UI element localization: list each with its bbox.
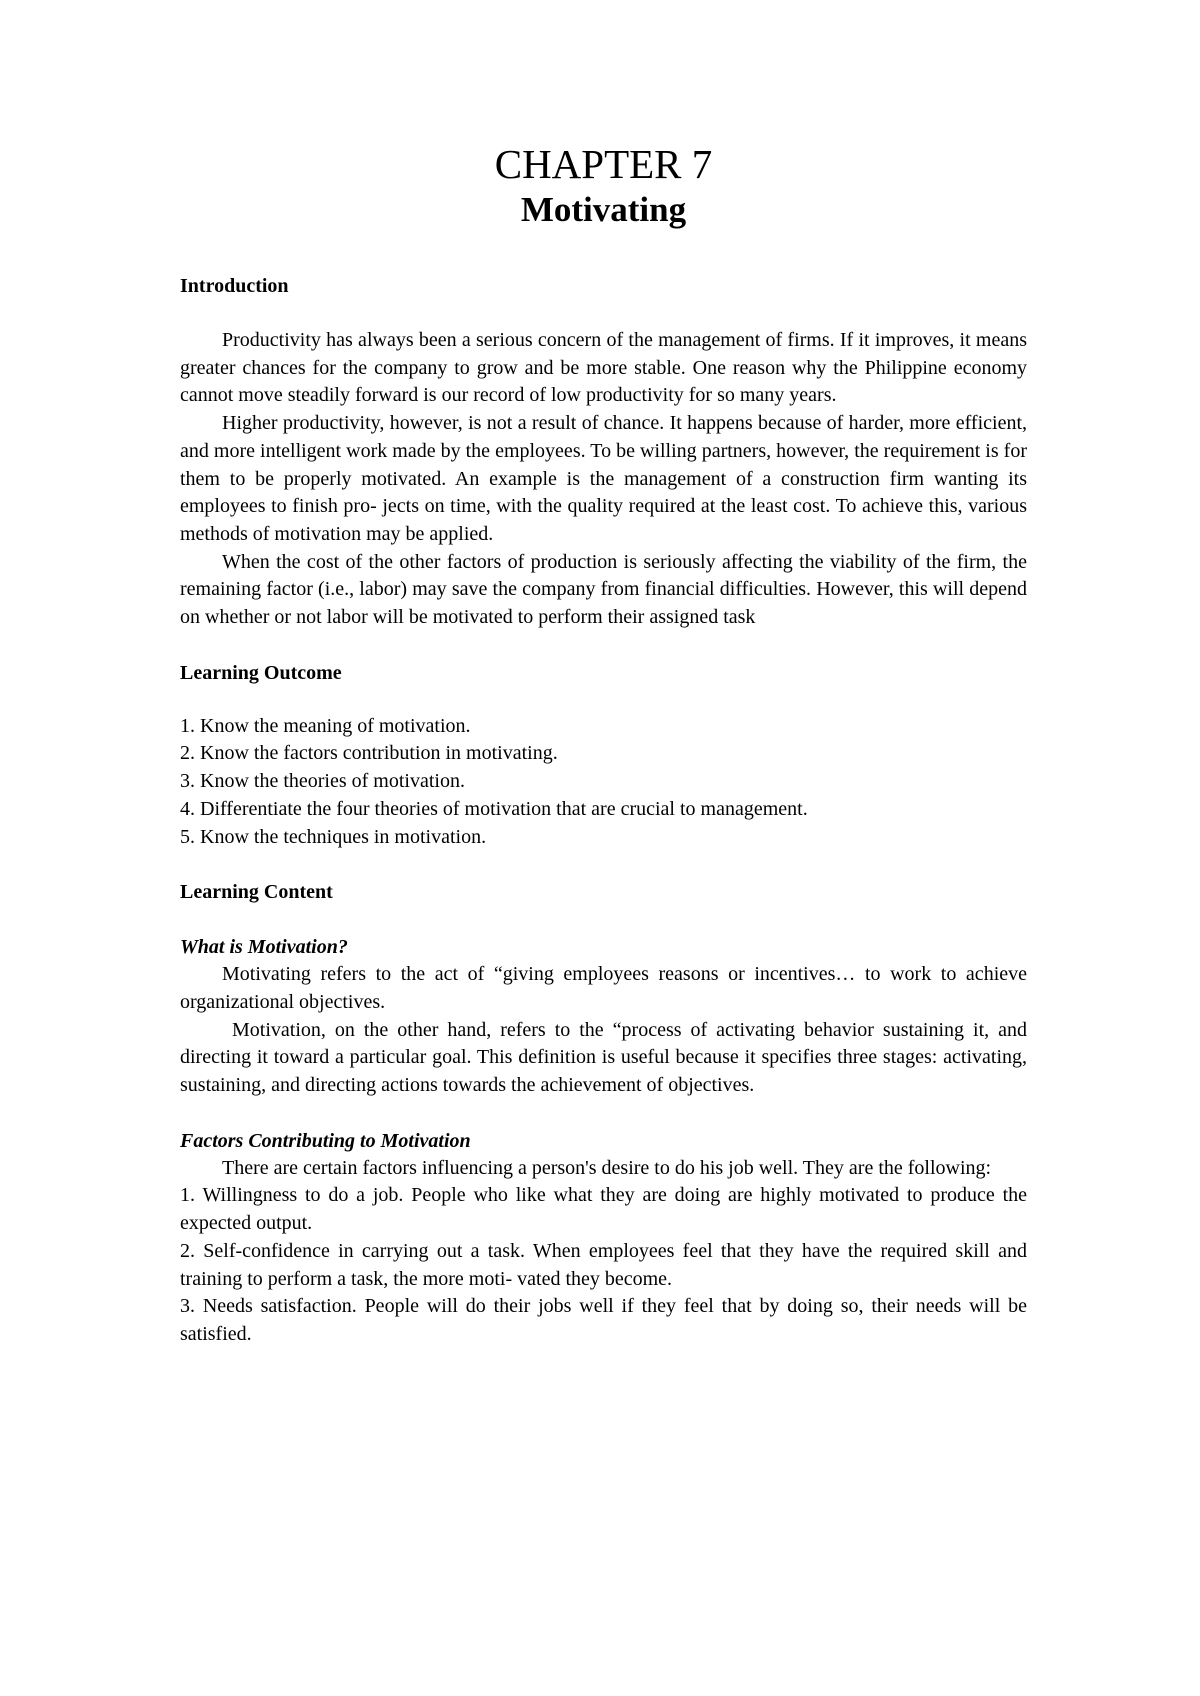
introduction-paragraph: When the cost of the other factors of production is seriously affecting the viability of the firm, the remaining factor (i.e., labor) may save the company from financial difficulties. However, this will depend on whether or not labor will be motivated to perform their assigned task bbox=[180, 550, 1027, 629]
factor-item: 3. Needs satisfaction. People will do their jobs well if they feel that by doing so, their needs will be satisfied. bbox=[180, 1295, 1027, 1345]
motivation-paragraph: Motivation, on the other hand, refers to the “process of activating behavior sustaining it, and directing it toward a particular goal. This definition is useful because it specifies three stages: activating, sustaining, and directing actions towards the achievement of objectives. bbox=[180, 1018, 1027, 1097]
introduction-paragraph: Productivity has always been a serious concern of the management of firms. If it improves, it means greater chances for the company to grow and be more stable. One reason why the Philippine economy cannot move steadily forward is our record of low productivity for so many years. bbox=[180, 329, 1027, 407]
factors-heading: Factors Contributing to Motivation bbox=[180, 1129, 471, 1152]
introduction-paragraph: Higher productivity, however, is not a result of chance. It happens because of harder, more efficient, and more intelligent work made by the employees. To be willing partners, however, the requirement is for them to be properly motivated. An example is the management of a construction firm wanting its employees to finish pro- jects on time, with the quality required at the least cost. To achieve this, various methods of motivation may be applied. bbox=[180, 412, 1027, 545]
motivation-paragraph: Motivating refers to the act of “giving employees reasons or incentives… to work to achieve organizational objectives. bbox=[180, 963, 1027, 1013]
list-item: 2. Know the factors contribution in motivating. bbox=[180, 742, 558, 765]
learning-outcome-heading: Learning Outcome bbox=[180, 661, 342, 684]
chapter-title: CHAPTER 7 bbox=[494, 141, 713, 187]
list-item: 3. Know the theories of motivation. bbox=[180, 770, 465, 793]
what-is-motivation-heading: What is Motivation? bbox=[180, 936, 348, 959]
learning-outcome-section bbox=[180, 659, 1027, 852]
introduction-section bbox=[180, 272, 1027, 632]
factor-item: 1. Willingness to do a job. People who like what they are doing are highly motivated to produce the expected output. bbox=[180, 1184, 1027, 1235]
factor-item: 2. Self-confidence in carrying out a task. When employees feel that they have the required skill and training to perform a task, the more moti- vated they become. bbox=[180, 1239, 1027, 1290]
introduction-heading: Introduction bbox=[180, 275, 289, 297]
list-item: 4. Differentiate the four theories of motivation that are crucial to management. bbox=[180, 797, 808, 820]
document-page bbox=[180, 140, 1027, 1349]
learning-content-section bbox=[180, 878, 1027, 1348]
list-item: 1. Know the meaning of motivation. bbox=[180, 714, 471, 737]
learning-content-heading: Learning Content bbox=[180, 881, 333, 904]
list-item: 5. Know the techniques in motivation. bbox=[180, 825, 487, 848]
factors-intro: There are certain factors influencing a person's desire to do his job well. They are the following: bbox=[222, 1156, 992, 1179]
learning-outcome-list bbox=[180, 713, 1027, 852]
chapter-subtitle: Motivating bbox=[520, 190, 687, 229]
